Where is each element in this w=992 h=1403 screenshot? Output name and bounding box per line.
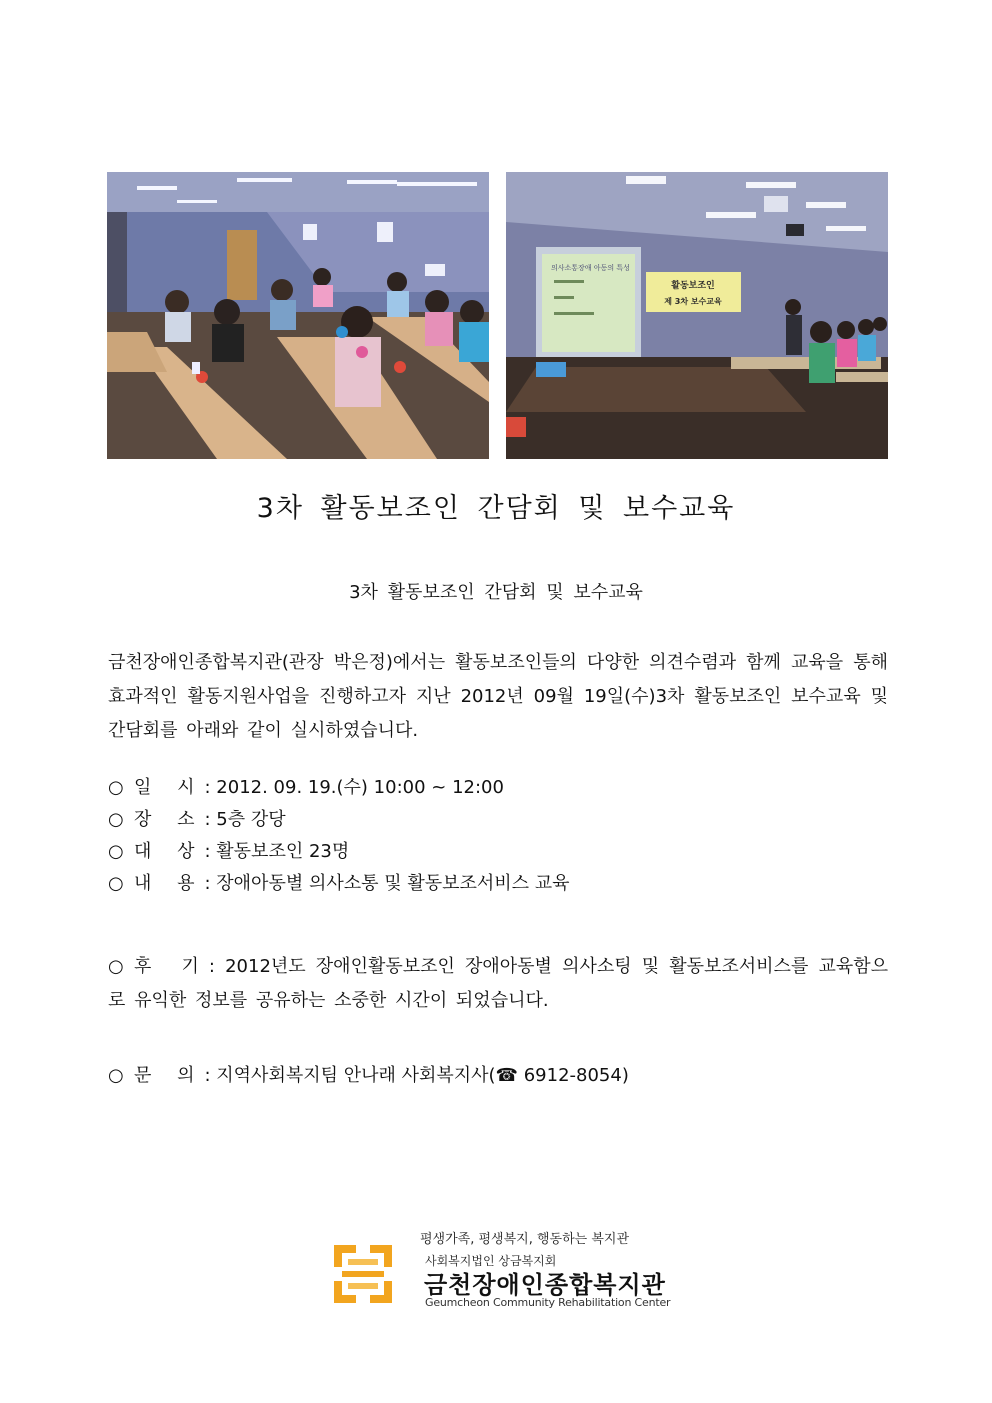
contact-line	[108, 1060, 888, 1092]
footer-center-name: 금천장애인종합복지관	[424, 1271, 666, 1299]
body-paragraph: 금천장애인종합복지관(관장 박은정)에서는 활동보조인들의 다양한 의견수렴과 함께 교육을 통해 효과적인 활동지원사업을 진행하고자 지난 2012년 09월 19일(수)3차 활동보조인 보수교육 및 간담회를 아래와 같이 실시하였습니다.	[108, 652, 888, 741]
banner-line-2: 제 3차 보수교육	[664, 297, 722, 306]
footer-org: 사회복지법인 상금복지회	[425, 1254, 557, 1268]
bullet-icon: ○	[108, 777, 124, 798]
info-value: : 장애아동별 의사소통 및 활동보조서비스 교육	[204, 873, 570, 894]
contact-label: 문 의	[134, 1065, 205, 1086]
info-row-date	[108, 772, 888, 804]
center-logo-icon	[334, 1245, 392, 1303]
screen-title: 의사소통장애 아동의 특성	[551, 264, 630, 272]
info-row-target	[108, 836, 888, 868]
footer-slogan: 평생가족, 평생복지, 행동하는 복지관	[420, 1232, 630, 1247]
bullet-icon: ○	[108, 873, 124, 894]
footer-english-name: Geumcheon Community Rehabilitation Center	[425, 1296, 671, 1309]
info-value: : 2012. 09. 19.(수) 10:00 ~ 12:00	[204, 777, 504, 798]
contact-text: : 지역사회복지팀 안나래 사회복지사(☎ 6912-8054)	[204, 1065, 629, 1086]
bullet-icon: ○	[108, 809, 124, 830]
event-info-list	[108, 772, 888, 900]
banner-line-1: 활동보조인	[671, 281, 715, 291]
review-label: 후 기	[134, 956, 209, 977]
info-row-content	[108, 868, 888, 900]
info-label: 일 시	[134, 777, 205, 798]
info-label: 내 용	[134, 873, 205, 894]
info-value: : 5층 강당	[204, 809, 286, 830]
bullet-icon: ○	[108, 956, 124, 977]
seminar-presentation-photo	[506, 172, 888, 459]
review-paragraph	[108, 950, 888, 1018]
seminar-audience-photo	[107, 172, 489, 459]
page-title: 3차 활동보조인 간담회 및 보수교육	[256, 493, 736, 524]
bullet-icon: ○	[108, 841, 124, 862]
info-label: 대 상	[134, 841, 205, 862]
bullet-icon: ○	[108, 1065, 124, 1086]
page-subtitle: 3차 활동보조인 간담회 및 보수교육	[349, 582, 643, 603]
info-row-place	[108, 804, 888, 836]
review-text: : 2012년도 장애인활동보조인 장애아동별 의사소팅 및 활동보조서비스를 교육함으로 유익한 정보를 공유하는 소중한 시간이 되었습니다.	[108, 956, 889, 1011]
info-label: 장 소	[134, 809, 205, 830]
info-value: : 활동보조인 23명	[204, 841, 350, 862]
